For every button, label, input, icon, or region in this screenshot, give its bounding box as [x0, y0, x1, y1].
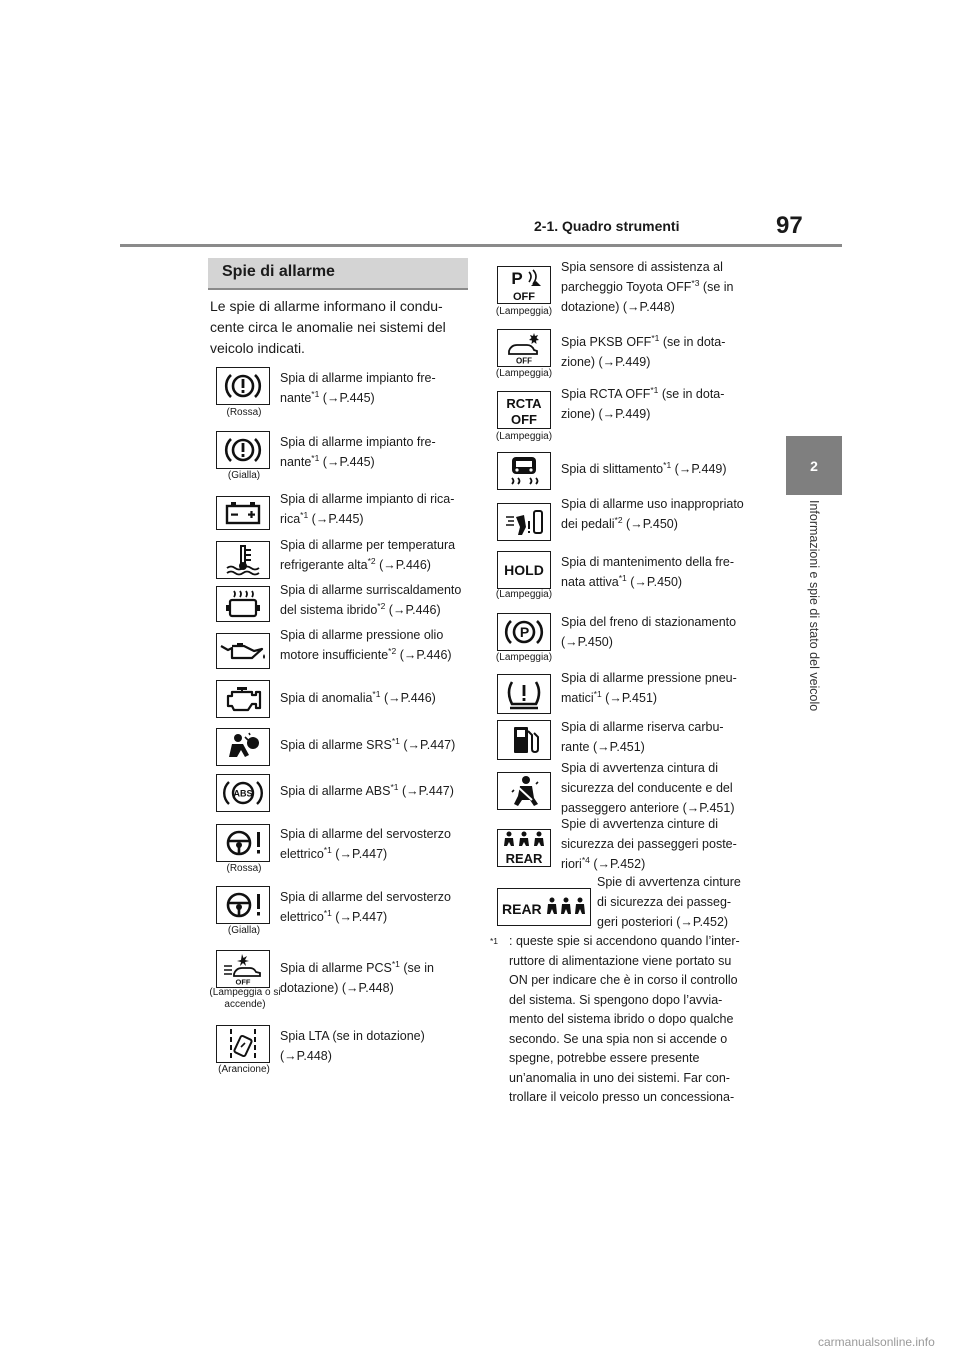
abs-icon — [216, 774, 270, 812]
warning-description: Spia sensore di assistenza al parcheggio Toyota OFF$^{*3}$ (se in dotazione) (→P.448) — [561, 260, 734, 314]
warning-description: Spia del freno di stazionamento (→P.450) — [561, 615, 737, 649]
rcta-off-icon — [497, 391, 551, 429]
warning-description: Spia di allarme surriscaldamento del sistema ibrido$^{*2}$ (→P.446) — [280, 583, 462, 617]
icon-caption: (Lampeggia) — [495, 589, 553, 600]
warning-description: Spia di allarme del servosterzo elettrico$^{*1}$ (→P.447) — [280, 827, 451, 861]
parking-brake-icon — [497, 613, 551, 651]
watermark: carmanualsonline.info — [818, 1335, 935, 1349]
battery-icon — [216, 496, 270, 530]
check-engine-icon — [216, 680, 270, 718]
pedal-misuse-icon — [497, 503, 551, 541]
warning-description: Spie di avvertenza cinture di sicurezza dei passeggeri poste- riori$^{*4}$ (→P.452) — [561, 817, 737, 871]
svg-text:REAR: REAR — [502, 901, 542, 917]
warning-description: Spia di allarme impianto di rica- rica$^{*1}$ (→P.445) — [280, 492, 455, 526]
section-heading: 2-1. Quadro strumenti — [534, 218, 680, 234]
seatbelt-rear-wide-icon — [497, 888, 591, 926]
warning-description: Spia RCTA OFF$^{*1}$ (se in dota- zione) (→P.449) — [561, 384, 725, 421]
fuel-icon — [497, 720, 551, 760]
icon-caption: (Lampeggia) — [495, 431, 553, 442]
icon-caption: (Gialla) — [227, 925, 261, 936]
page-number: 97 — [776, 212, 803, 239]
icon-caption: (Lampeggia o si accende) — [209, 987, 281, 1010]
chapter-label — [806, 500, 822, 800]
oil-pressure-icon — [216, 633, 270, 669]
section-title: Spie di allarme — [222, 263, 335, 280]
parking-sensor-off-icon — [497, 266, 551, 304]
icon-caption: (Gialla) — [227, 470, 261, 481]
power-steering-icon — [216, 886, 270, 924]
warning-description: Spia di allarme SRS$^{*1}$ (→P.447) — [280, 735, 456, 752]
warning-description: Spia di allarme per temperatura refrigerante alta$^{*2}$ (→P.446) — [280, 538, 456, 572]
footnote — [490, 932, 752, 1108]
warning-description: Spie di avvertenza cinture di sicurezza dei passeg- geri posteriori (→P.452) — [597, 875, 741, 929]
warning-description: Spia LTA (se in dotazione) (→P.448) — [280, 1029, 425, 1063]
svg-text:REAR: REAR — [505, 851, 543, 866]
lta-icon — [216, 1025, 270, 1063]
svg-text:OFF: OFF — [516, 356, 532, 365]
svg-text:RCTA: RCTA — [506, 396, 542, 411]
seatbelt-front-icon — [497, 772, 551, 810]
footnote-text: : queste spie si accendono quando l’inter- ruttore di alimentazione viene portato su ON per indicare che è in corso il controllo del sistema. Si spengono dopo l’avvia- mento del sistema ibrido o dopo qualche secondo. Se una spia non si accende o spegne, potrebbe essere presente un’anomalia in uno dei sistemi. Far con- trollare il veicolo presso un concessiona- — [509, 934, 740, 1104]
pcs-off-icon — [216, 950, 270, 988]
warning-description: Spia di mantenimento della fre- nata attiva$^{*1}$ (→P.450) — [561, 555, 735, 589]
intro-paragraph: Le spie di allarme informano il condu- cente circa le anomalie nei sistemi del veicolo indicati. — [210, 298, 446, 356]
coolant-temperature-icon — [216, 541, 270, 579]
slip-indicator-icon — [497, 452, 551, 490]
warning-description: Spia di anomalia$^{*1}$ (→P.446) — [280, 688, 436, 705]
hybrid-overheat-icon — [216, 586, 270, 622]
warning-description: Spia di allarme uso inappropriato dei pedali$^{*2}$ (→P.450) — [561, 497, 744, 531]
warning-description: Spia di allarme ABS$^{*1}$ (→P.447) — [280, 781, 454, 798]
warning-description: Spia di allarme impianto fre- nante$^{*1}$ (→P.445) — [280, 371, 436, 405]
chapter-label-text: Informazioni e spie di stato del veicolo — [807, 500, 821, 712]
chapter-tab: 2 — [786, 436, 842, 495]
warning-description: Spia di allarme pressione olio motore insufficiente$^{*2}$ (→P.446) — [280, 628, 452, 662]
svg-text:HOLD: HOLD — [504, 562, 544, 578]
warning-description: Spia di allarme impianto fre- nante$^{*1}$ (→P.445) — [280, 435, 436, 469]
tire-pressure-icon — [497, 674, 551, 714]
warning-description: Spia di allarme PCS$^{*1}$ (se in dotazione) (→P.448) — [280, 958, 434, 995]
svg-text:P: P — [519, 624, 530, 640]
icon-caption: (Rossa) — [226, 863, 262, 874]
svg-text:OFF: OFF — [511, 412, 537, 427]
warning-description: Spia di avvertenza cintura di sicurezza del conducente e del passeggero anteriore (→P.451) — [561, 761, 735, 815]
svg-text:ABS: ABS — [233, 788, 253, 799]
brake-hold-icon — [497, 551, 551, 589]
icon-caption: (Lampeggia) — [495, 652, 553, 663]
brake-warning-icon — [216, 367, 270, 405]
warning-description: Spia PKSB OFF$^{*1}$ (se in dota- zione) (→P.449) — [561, 332, 726, 369]
srs-airbag-icon — [216, 728, 270, 766]
warning-description: Spia di slittamento$^{*1}$ (→P.449) — [561, 459, 727, 476]
warning-description: Spia di allarme pressione pneu- matici$^{*1}$ (→P.451) — [561, 671, 737, 705]
icon-caption: (Lampeggia) — [495, 306, 553, 317]
icon-caption: (Lampeggia) — [495, 368, 553, 379]
brake-warning-icon — [216, 431, 270, 469]
pksb-off-icon — [497, 329, 551, 367]
svg-text:P: P — [511, 269, 523, 288]
seatbelt-rear-icon — [497, 829, 551, 867]
svg-text:OFF: OFF — [513, 291, 535, 302]
icon-caption: (Arancione) — [218, 1064, 270, 1075]
warning-description: Spia di allarme del servosterzo elettrico$^{*1}$ (→P.447) — [280, 890, 451, 924]
footnote-mark: *1 — [490, 936, 499, 946]
icon-caption: (Rossa) — [226, 407, 262, 418]
warning-description: Spia di allarme riserva carbu- rante (→P.451) — [561, 720, 724, 754]
power-steering-icon — [216, 824, 270, 862]
svg-text:OFF: OFF — [235, 977, 251, 986]
header-divider — [120, 244, 842, 247]
